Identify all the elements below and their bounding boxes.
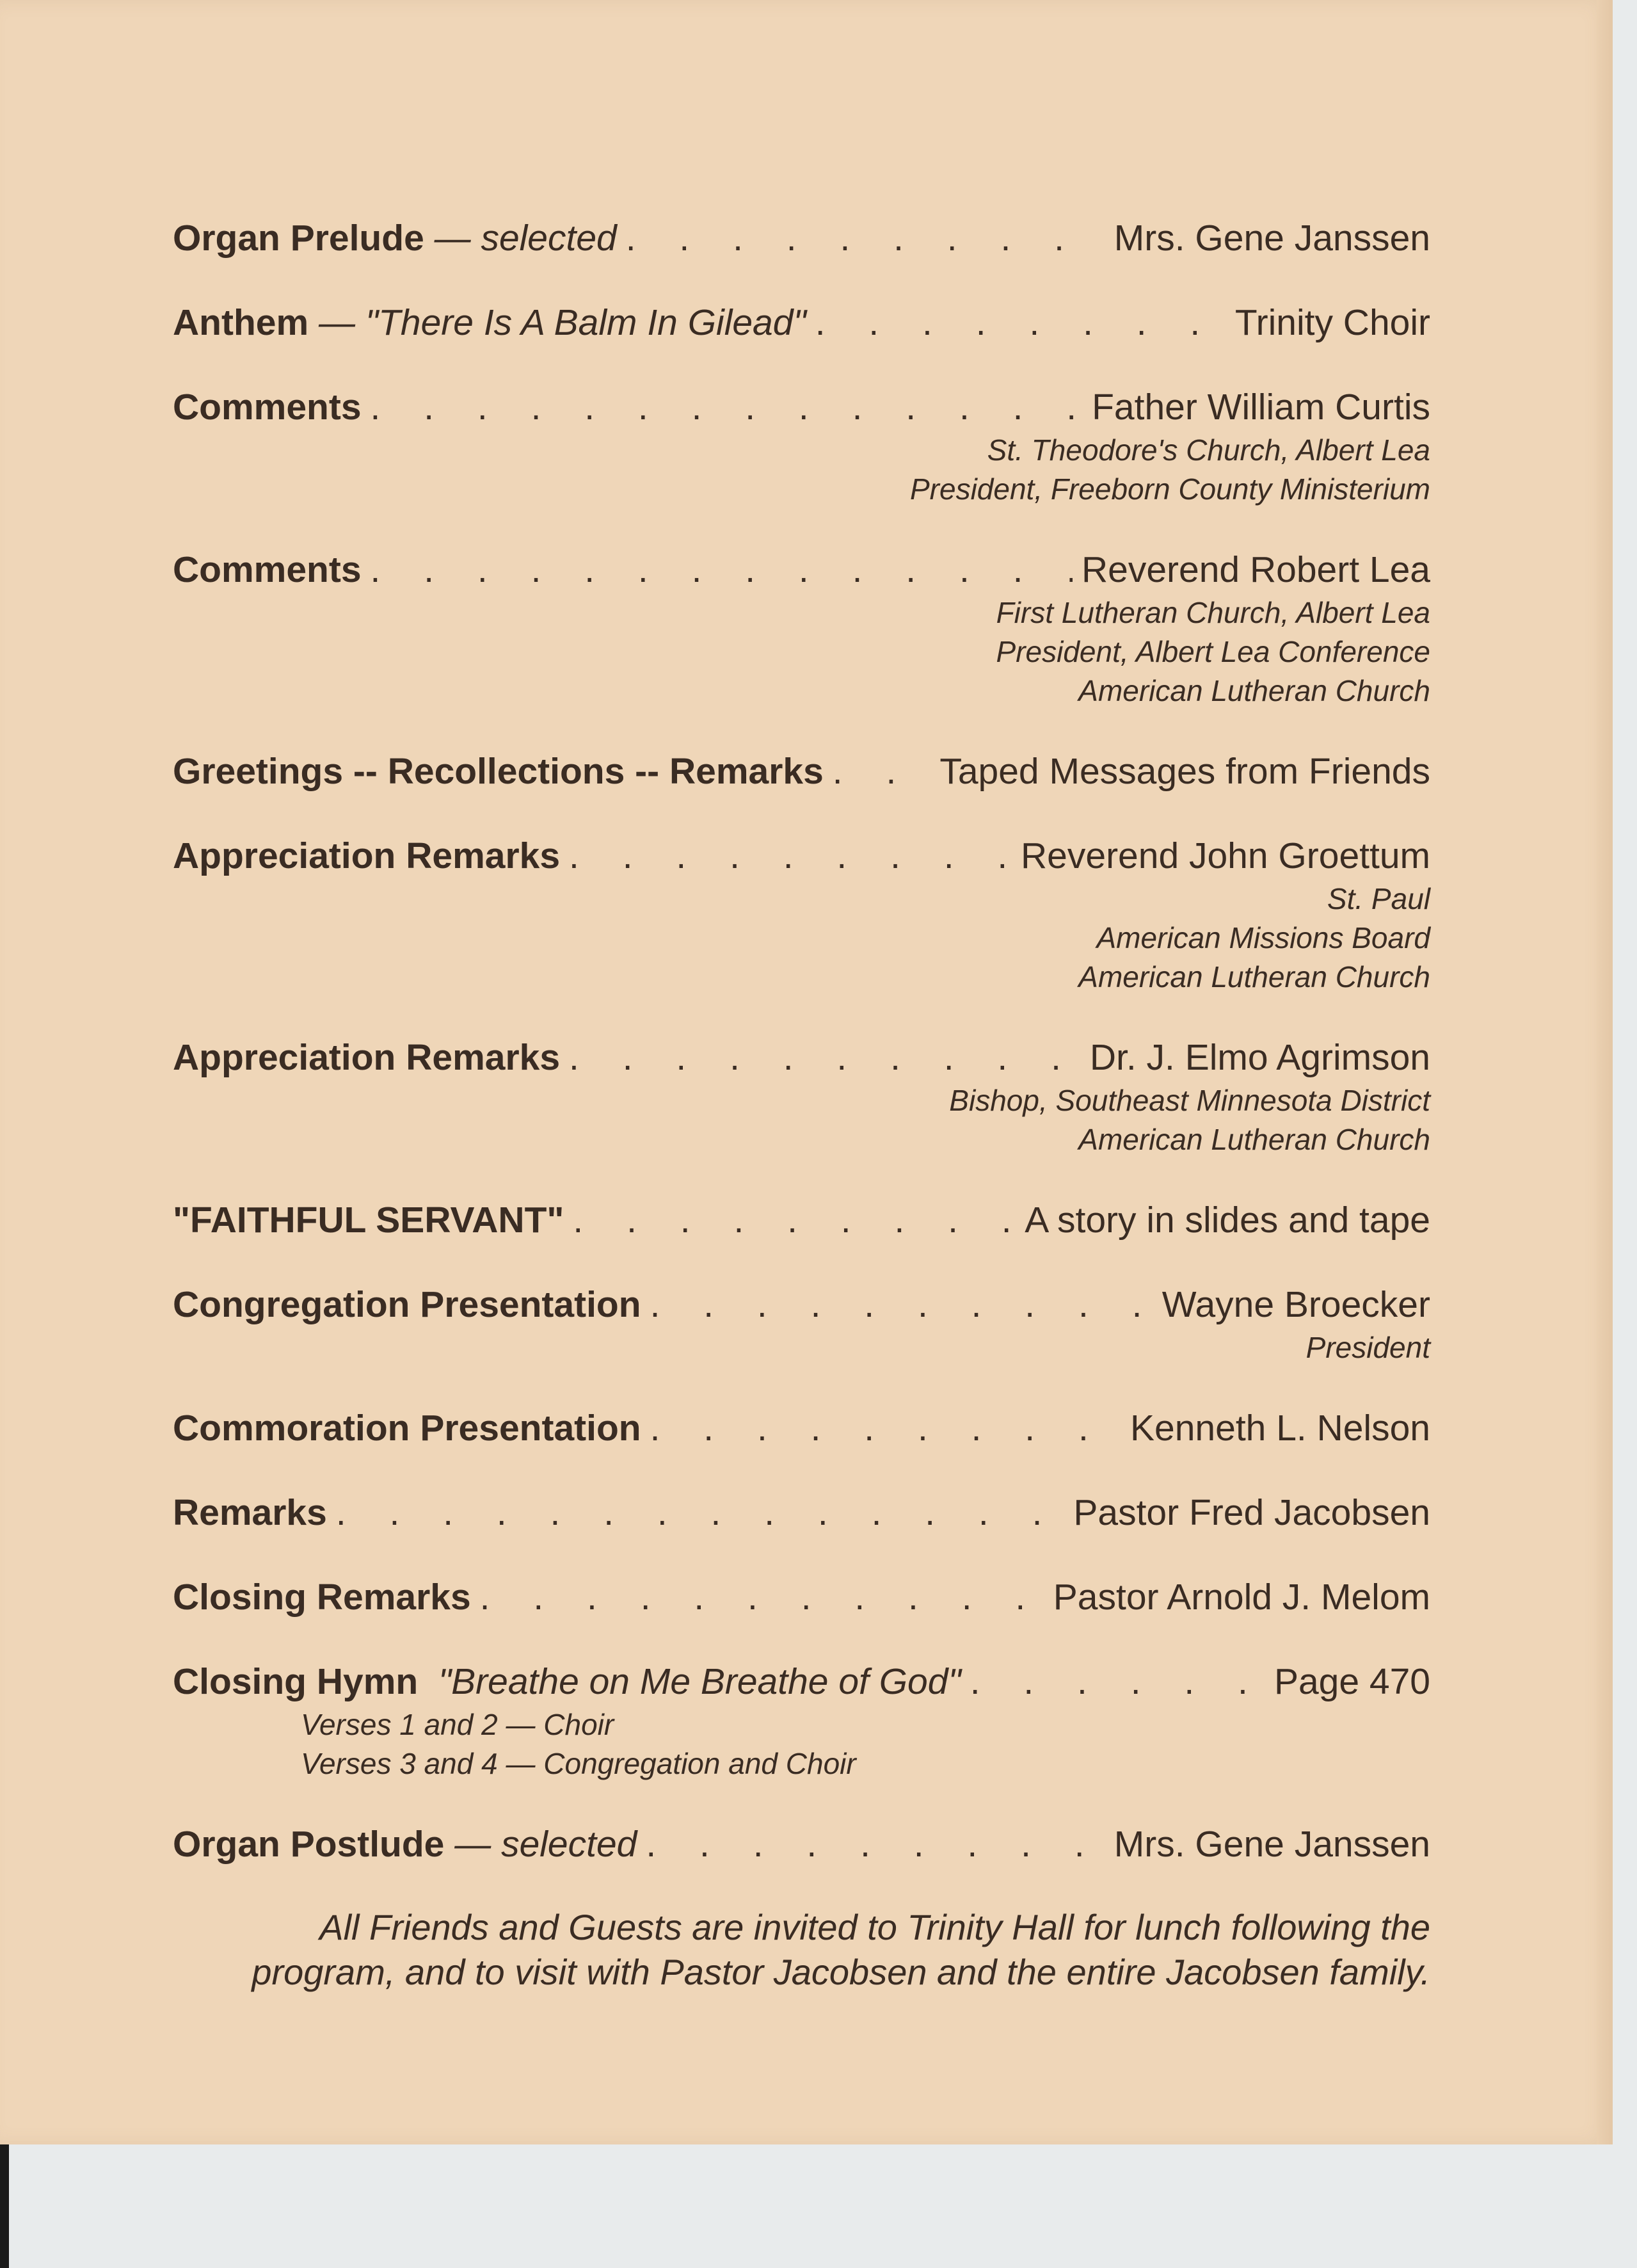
dot-leader [626,214,1105,262]
entry-title: Appreciation Remarks [173,1037,561,1078]
entry-performer: Trinity Choir [1234,302,1430,343]
entry-title: Congregation Presentation [173,1284,641,1325]
hymn-page: Page 470 [1274,1661,1430,1702]
dot-leader [371,383,1083,431]
entry-title: Comments [173,549,362,590]
page-edge [1597,0,1613,2144]
program-entry-comments-curtis [173,383,1430,509]
program-entry-congregation-presentation [173,1281,1430,1367]
entry-performer: Kenneth L. Nelson [1130,1408,1430,1449]
program-entry-commoration-presentation [173,1404,1430,1452]
entry-performer: Pastor Arnold J. Melom [1053,1577,1430,1618]
entry-affiliation: President [1306,1331,1430,1364]
entry-title: Closing Remarks [173,1577,471,1618]
program-list [173,214,1430,1995]
entry-title: "FAITHFUL SERVANT" [173,1200,564,1241]
dot-leader [480,1573,1044,1621]
dot-leader [833,748,931,795]
entry-performer: Reverend John Groettum [1021,835,1430,876]
entry-performer: Reverend Robert Lea [1081,549,1430,590]
entry-performer: Dr. J. Elmo Agrimson [1089,1037,1430,1078]
entry-title: Closing Hymn "Breathe on Me Breathe of God" [173,1661,961,1702]
dot-leader [970,1658,1265,1705]
entry-performer: Taped Messages from Friends [939,751,1430,792]
entry-affiliation: Bishop, Southeast Minnesota District American Lutheran Church [949,1084,1430,1156]
dot-leader [650,1281,1153,1328]
dot-leader [336,1489,1065,1536]
dot-leader [371,546,1073,593]
entry-performer: A story in slides and tape [1025,1200,1430,1241]
entry-title: Organ Postlude — selected [173,1824,637,1865]
program-entry-faithful-servant [173,1196,1430,1244]
dot-leader [650,1404,1121,1452]
program-entry-closing-hymn [173,1658,1430,1783]
entry-title: Remarks [173,1492,327,1533]
entry-affiliation: St. Paul American Missions Board American Lutheran Church [1078,882,1430,993]
program-entry-comments-lea [173,546,1430,711]
entry-title: Anthem — "There Is A Balm In Gilead" [173,302,806,343]
dot-leader [573,1196,1016,1244]
entry-title: Commoration Presentation [173,1408,641,1449]
hymn-verses: Verses 1 and 2 — Choir Verses 3 and 4 — Congregation and Choir [301,1708,856,1780]
entry-title: Organ Prelude — selected [173,218,617,259]
dot-leader [569,1034,1081,1081]
program-entry-appreciation-groettum [173,832,1430,997]
entry-affiliation: First Lutheran Church, Albert Lea President, Albert Lea Conference American Lutheran Church [996,596,1430,707]
program-entry-closing-remarks [173,1573,1430,1621]
entry-affiliation: St. Theodore's Church, Albert Lea President, Freeborn County Ministerium [910,433,1430,506]
entry-title: Greetings -- Recollections -- Remarks [173,751,824,792]
dot-leader [646,1821,1105,1868]
entry-performer: Mrs. Gene Janssen [1114,1824,1430,1865]
entry-title: Comments [173,387,362,428]
binding-strip [0,2144,9,2268]
entry-performer: Wayne Broecker [1162,1284,1430,1325]
entry-performer: Pastor Fred Jacobsen [1073,1492,1430,1533]
program-entry-appreciation-agrimson [173,1034,1430,1159]
dot-leader [569,832,1012,880]
program-entry-organ-postlude [173,1821,1430,1868]
dot-leader [815,299,1226,346]
entry-title: Appreciation Remarks [173,835,561,876]
program-entry-anthem [173,299,1430,346]
program-entry-organ-prelude [173,214,1430,262]
entry-performer: Mrs. Gene Janssen [1114,218,1430,259]
program-entry-greetings [173,748,1430,795]
lunch-invitation: All Friends and Guests are invited to Trinity Hall for lunch following the program, and to visit with Pastor Jacobsen and the entire Jacobsen family. [252,1907,1430,1992]
entry-performer: Father William Curtis [1092,387,1430,428]
program-entry-remarks [173,1489,1430,1536]
